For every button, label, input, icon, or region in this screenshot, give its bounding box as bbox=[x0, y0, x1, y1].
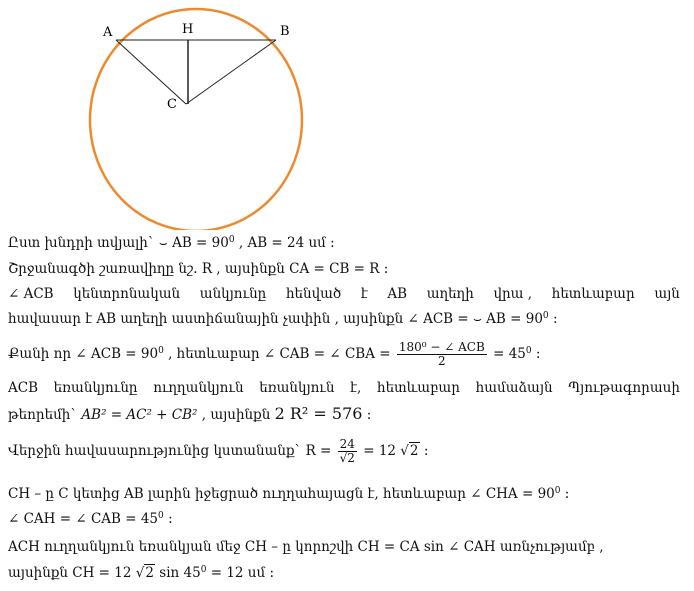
text-line-6: ACB եռանկյունը ուղղանկյուն եռանկյուն է, հետևաբար համաձայն Պյութագորասի bbox=[8, 380, 680, 396]
pythagoras-formula: AB² = AC² + CB² bbox=[81, 407, 198, 423]
fraction-cab: $\frac{\text{180⁰ − ∠ ACB}}{2}$ bbox=[398, 340, 485, 368]
label-c: C bbox=[167, 97, 177, 112]
segment-ac bbox=[116, 40, 186, 104]
text-line-2: Շրջանագծի շառավիղը նշ. R , այսինքն CA = CB = R : bbox=[8, 261, 389, 277]
text-line-1: Ըստ խնդրի տվյալի` ⌣ AB = $90^0$ , AB = 24 սմ : bbox=[8, 235, 335, 251]
fraction-r: $\frac{24}{√2}$ bbox=[339, 437, 355, 465]
label-b: B bbox=[280, 24, 290, 39]
label-h: H bbox=[182, 22, 194, 37]
text-line-11: ACH ուղղանկյուն եռանկյան մեջ CH – ը կորոշվի CH = CA sin ∠ CAH առնչությամբ , bbox=[8, 539, 604, 555]
text-line-8: Վերջին հավասարությունից կստանանք` R = $\frac{24}{√2}$ = 12 √2 : bbox=[8, 437, 429, 465]
text-line-3: ∠ ACB կենտրոնական անկյունը հենված է AB աղեղի վրա , հետևաբար այն bbox=[8, 286, 680, 302]
text-line-10: ∠ CAH = ∠ CAB = $45^0$ : bbox=[8, 511, 173, 527]
text-line-4: հավասար է AB աղեղի աստիճանային չափին , այսինքն ∠ ACB = ⌣ AB = $90^0$ : bbox=[8, 311, 558, 327]
text-line-12: այսինքն CH = 12 √2 $\sin 45^0 = 12$ սմ : bbox=[8, 565, 275, 581]
circle bbox=[90, 9, 302, 230]
text-line-9: CH – ը C կետից AB լարին իջեցրած ուղղահայացն է, հետևաբար ∠ CHA = $90^0$ : bbox=[8, 486, 570, 502]
text-line-7: թեորեմի` AB² = AC² + CB² , այսինքն 2 R² = 576 : bbox=[8, 404, 372, 423]
segment-bc bbox=[186, 40, 276, 104]
label-a: A bbox=[103, 25, 113, 40]
geometry-figure bbox=[0, 0, 694, 230]
text-line-5: Քանի որ ∠ ACB = $90^0$ , հետևաբար ∠ CAB = ∠ CBA = $\frac{\text{180⁰ − ∠ ACB}}{2}$ = $45^0$ : bbox=[8, 340, 541, 368]
